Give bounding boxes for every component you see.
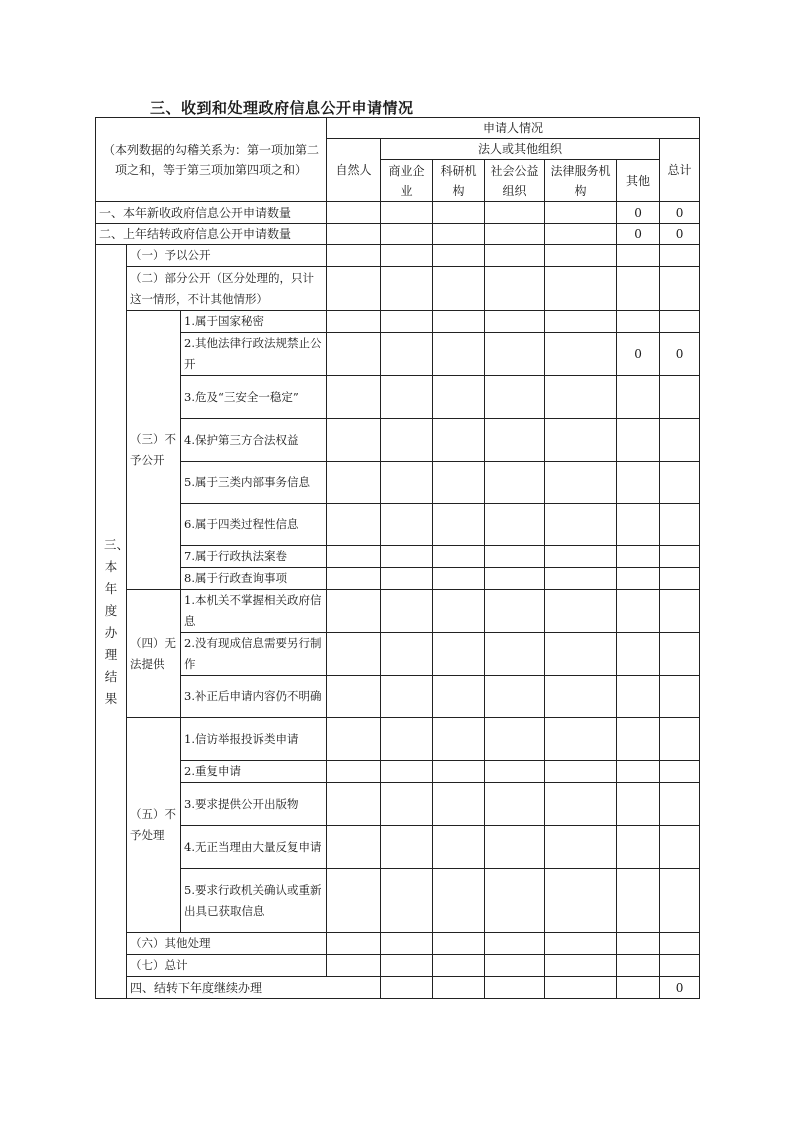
table-row — [96, 224, 700, 245]
s1-label: （一）予以公开 — [127, 245, 327, 267]
row-new-label: 一、本年新收政府信息公开申请数量 — [96, 202, 327, 224]
s4-label: （四）无法提供 — [127, 590, 181, 718]
page-title: 三、收到和处理政府信息公开申请情况 — [150, 99, 414, 117]
row-next-year-other: 0 — [660, 977, 700, 999]
table-row — [96, 676, 700, 718]
table-row — [96, 504, 700, 546]
s3-item: 7.属于行政执法案卷 — [181, 546, 327, 568]
header-total: 总计 — [660, 139, 700, 202]
table-row — [96, 462, 700, 504]
table-row — [96, 933, 700, 955]
table-row — [96, 568, 700, 590]
header-social-welfare: 社会公益组织 — [485, 160, 545, 202]
s3-item: 2.其他法律行政法规禁止公开 — [181, 333, 327, 376]
header-legal-org: 法人或其他组织 — [381, 139, 660, 160]
table-row — [96, 267, 700, 311]
table-row — [96, 977, 700, 999]
row-carried-label: 二、上年结转政府信息公开申请数量 — [96, 224, 327, 245]
s3-item2-total: 0 — [660, 333, 700, 376]
table-row — [96, 245, 700, 267]
table-row — [96, 955, 700, 977]
table-row — [96, 633, 700, 676]
s3-item: 5.属于三类内部事务信息 — [181, 462, 327, 504]
table-row — [96, 783, 700, 826]
section3-text: 三、本年度办理结果 — [104, 536, 130, 706]
s2-label: （二）部分公开（区分处理的，只计这一情形，不计其他情形） — [127, 267, 327, 311]
s5-label: （五）不予处理 — [127, 718, 181, 933]
header-legal-service: 法律服务机构 — [545, 160, 617, 202]
s5-item: 2.重复申请 — [181, 761, 327, 783]
table-row — [96, 590, 700, 633]
table-row — [96, 826, 700, 869]
table-row — [96, 376, 700, 419]
header-research: 科研机构 — [433, 160, 485, 202]
s5-item: 4.无正当理由大量反复申请 — [181, 826, 327, 869]
table-row — [96, 202, 700, 224]
row-new-total: 0 — [660, 202, 700, 224]
s3-label: （三）不予公开 — [127, 311, 181, 590]
s7-label: （七）总计 — [127, 955, 327, 977]
row-carried-other: 0 — [617, 224, 660, 245]
s4-item: 1.本机关不掌握相关政府信息 — [181, 590, 327, 633]
s4-item: 3.补正后申请内容仍不明确 — [181, 676, 327, 718]
table-row — [96, 311, 700, 333]
section3-label — [96, 245, 130, 999]
row-next-year-label: 四、结转下年度继续办理 — [127, 977, 381, 999]
table-row — [96, 761, 700, 783]
table-row — [96, 869, 700, 933]
s5-item: 1.信访举报投诉类申请 — [181, 718, 327, 761]
table-row — [96, 718, 700, 761]
s5-item: 5.要求行政机关确认或重新出具已获取信息 — [181, 869, 327, 933]
s4-item: 2.没有现成信息需要另行制作 — [181, 633, 327, 676]
s3-item: 1.属于国家秘密 — [181, 311, 327, 333]
header-applicant: 申请人情况 — [327, 118, 700, 139]
row-new-other: 0 — [617, 202, 660, 224]
s6-label: （六）其他处理 — [127, 933, 327, 955]
row-carried-total: 0 — [660, 224, 700, 245]
s3-item: 6.属于四类过程性信息 — [181, 504, 327, 546]
header-other: 其他 — [617, 160, 660, 202]
header-natural-person: 自然人 — [327, 139, 381, 202]
application-statistics-table — [95, 117, 700, 999]
table-row — [96, 333, 700, 376]
s3-item: 8.属于行政查询事项 — [181, 568, 327, 590]
table-row — [96, 546, 700, 568]
table-row — [96, 419, 700, 462]
s5-item: 3.要求提供公开出版物 — [181, 783, 327, 826]
header-note: （本列数据的勾稽关系为：第一项加第二项之和，等于第三项加第四项之和） — [96, 118, 327, 202]
s3-item: 3.危及“三安全一稳定” — [181, 376, 327, 419]
header-commercial: 商业企业 — [381, 160, 433, 202]
s3-item: 4.保护第三方合法权益 — [181, 419, 327, 462]
s3-item2-other: 0 — [617, 333, 660, 376]
